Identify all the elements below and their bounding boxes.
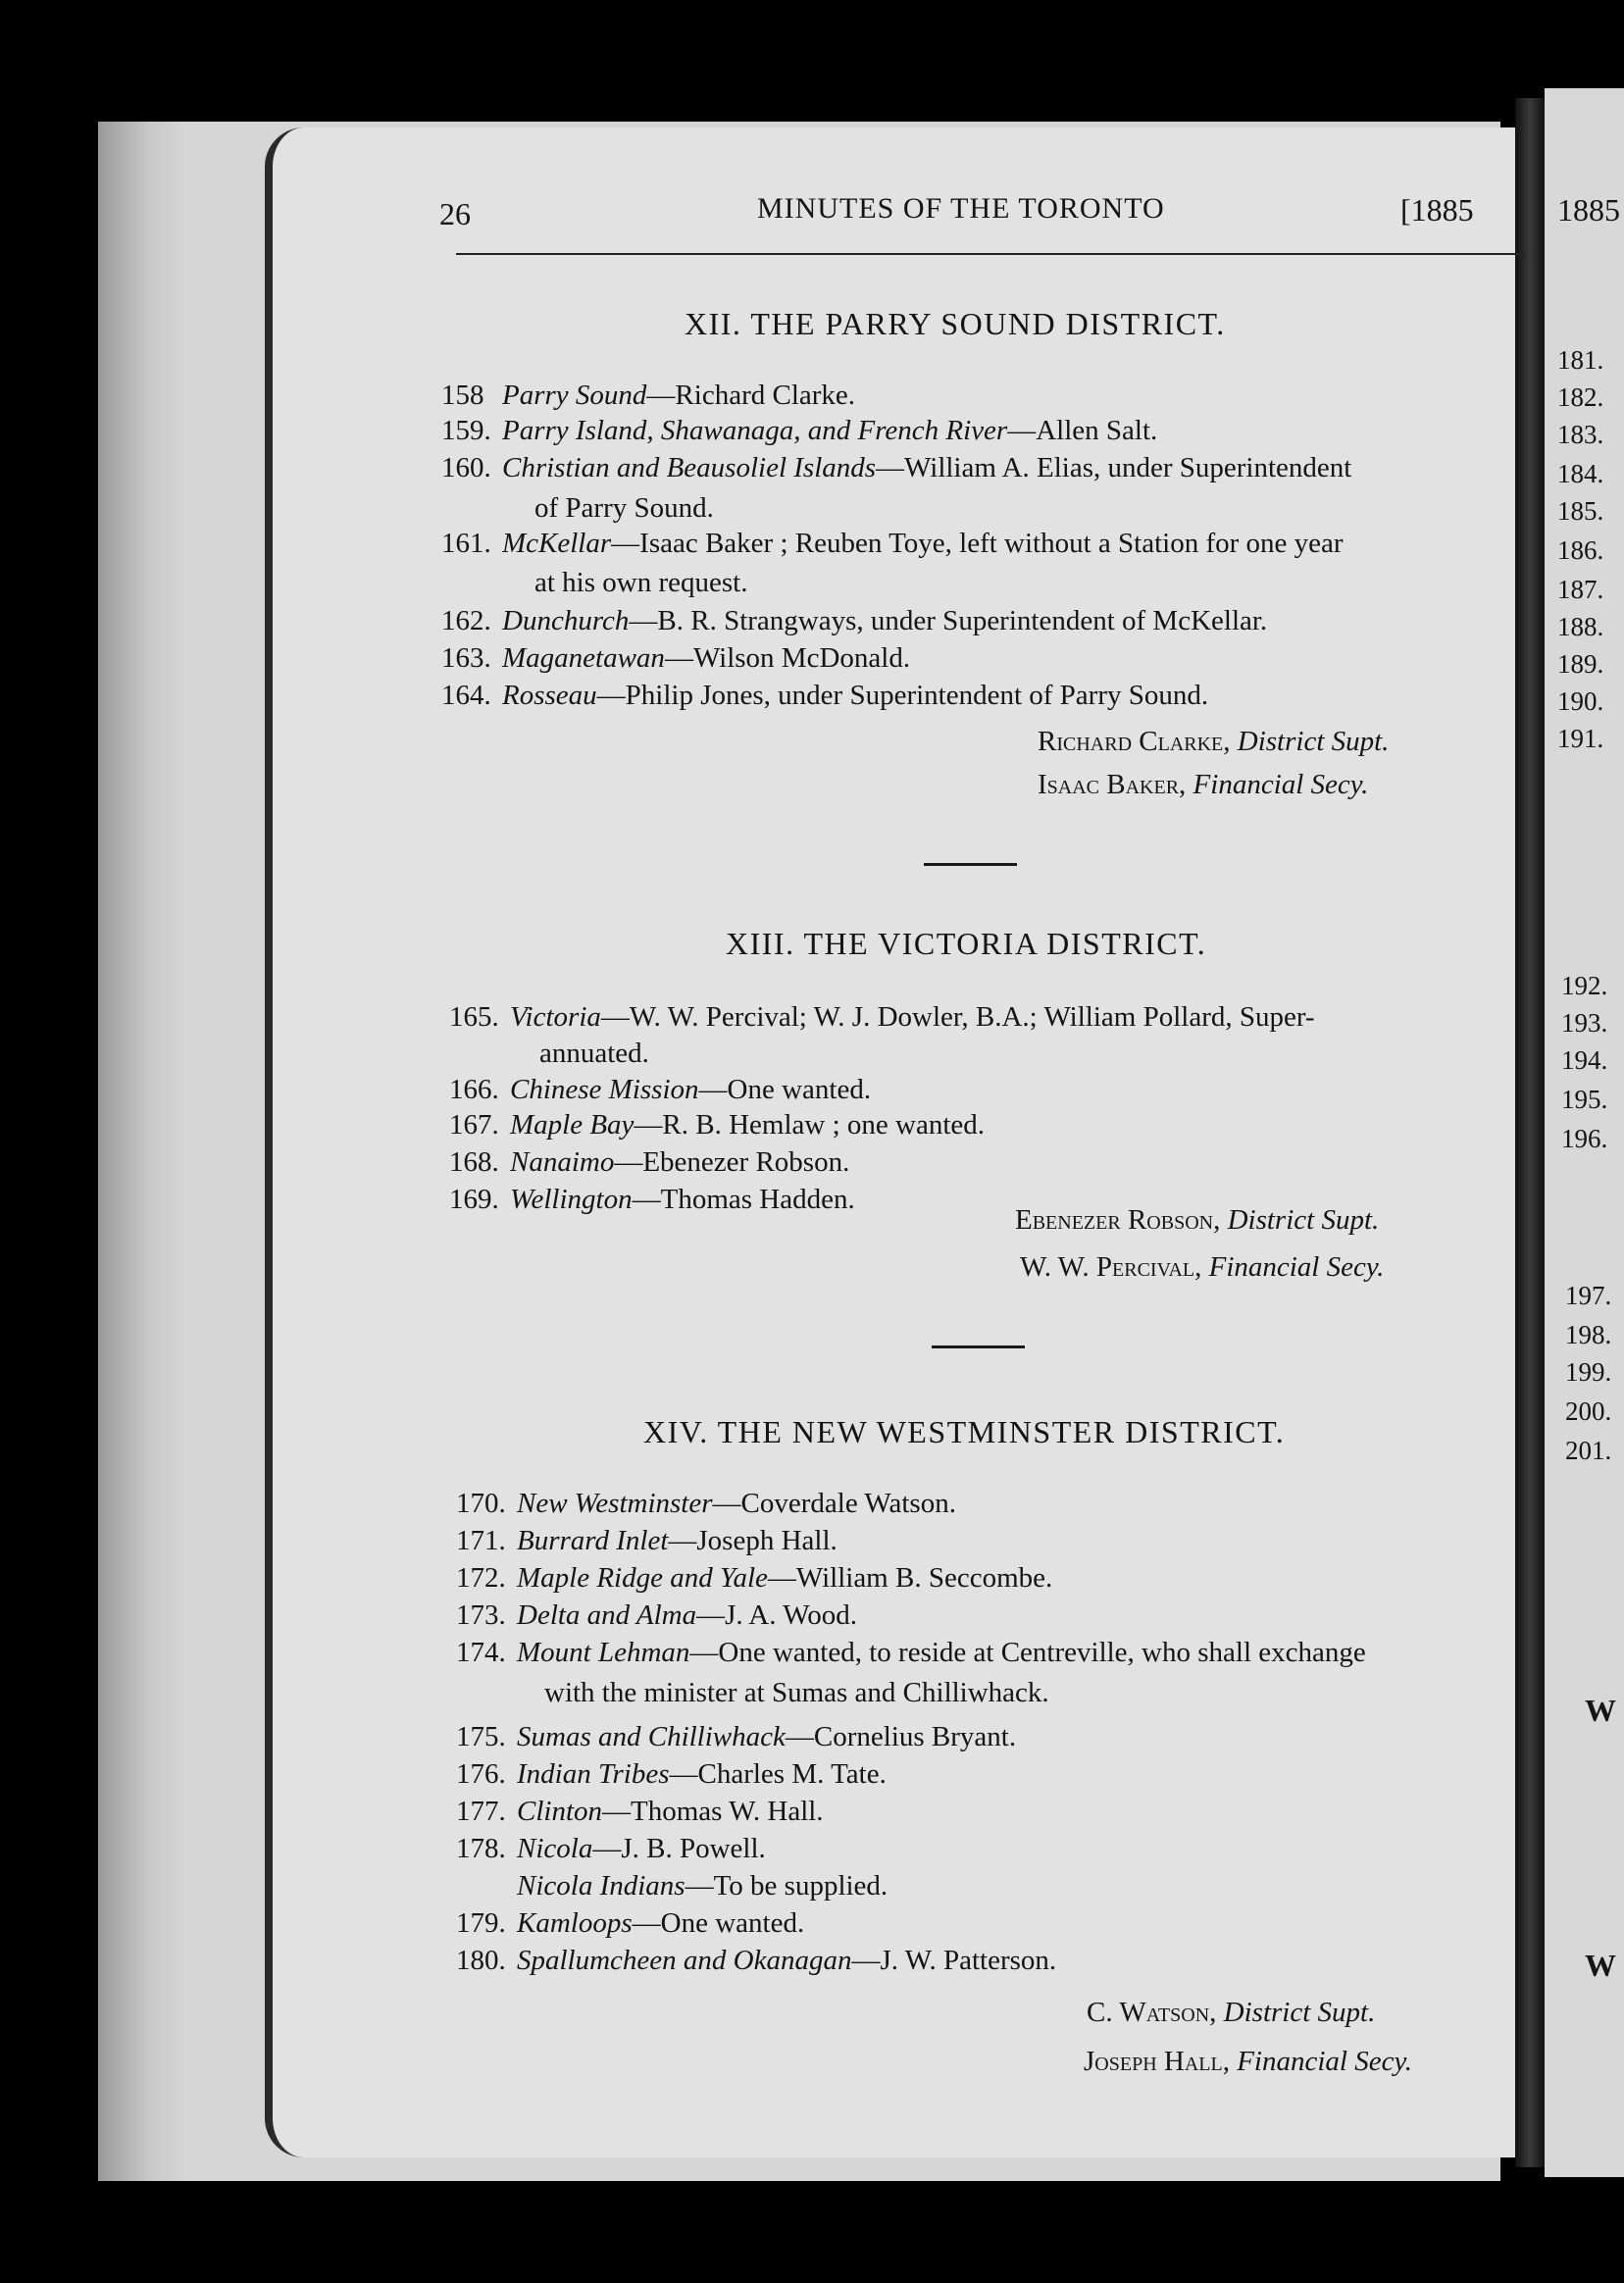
entry-number: 173. (456, 1599, 506, 1631)
entry-number: 169. (449, 1184, 499, 1215)
entry-place: Kamloops (517, 1907, 633, 1939)
section-divider (924, 863, 1017, 866)
entry-place: Maple Ridge and Yale (517, 1562, 768, 1594)
entry-text: —Thomas W. Hall. (602, 1796, 824, 1827)
signature-title: District Supt. (1227, 1204, 1380, 1236)
district-title: XIII. THE VICTORIA DISTRICT. (726, 926, 1207, 961)
list-item (449, 1071, 871, 1108)
list-item (456, 1755, 887, 1793)
entry-place: Indian Tribes (517, 1758, 670, 1790)
entry-text: —One wanted, to reside at Centreville, who shall exchange (689, 1637, 1366, 1668)
entry-text: —Coverdale Watson. (712, 1488, 956, 1519)
entry-number: 177. (456, 1796, 506, 1827)
signature-title: District Supt. (1237, 726, 1390, 757)
entry-text: —B. R. Strangways, under Superintendent of McKellar. (629, 605, 1268, 636)
entry-number: 159. (441, 415, 491, 446)
page-edge-shadow (98, 122, 186, 2181)
signature-title: Financial Secy. (1237, 2046, 1412, 2077)
next-page-number: 191. (1557, 724, 1604, 753)
entry-number: 158 (441, 380, 484, 411)
next-page-number: 189. (1557, 649, 1604, 679)
entry-place: New Westminster (517, 1488, 713, 1519)
next-page-letter: W (1585, 1948, 1616, 1983)
list-item (441, 677, 1208, 714)
list-item (456, 1904, 804, 1942)
signature-name: W. W. Percival, (1020, 1251, 1202, 1283)
signature-name: Joseph Hall, (1084, 2046, 1230, 2077)
entry-text: —Ebenezer Robson. (614, 1146, 850, 1178)
signature-title: Financial Secy. (1208, 1251, 1385, 1283)
entry-place: Delta and Alma (517, 1599, 697, 1631)
signature-name: Richard Clarke, (1038, 726, 1231, 757)
entry-number: 174. (456, 1637, 506, 1668)
entry-continuation: at his own request. (534, 567, 748, 598)
header-year: [1885 (1400, 192, 1474, 228)
entry-number: 175. (456, 1721, 506, 1752)
entry-text: —R. B. Hemlaw ; one wanted. (634, 1109, 986, 1141)
list-item (449, 1106, 985, 1143)
signature-name: Ebenezer Robson, (1015, 1204, 1221, 1236)
entry-place: Chinese Mission (510, 1074, 699, 1105)
entry-place: Parry Sound (502, 380, 647, 411)
entry-place: Maple Bay (510, 1109, 634, 1141)
entry-text: —One wanted. (632, 1907, 805, 1939)
next-page-number: 199. (1565, 1357, 1612, 1387)
signature-line (1038, 769, 1368, 801)
next-page-number: 186. (1557, 535, 1604, 565)
entry-text: —Charles M. Tate. (669, 1758, 887, 1790)
entry-text: —Philip Jones, under Superintendent of Parry Sound. (596, 680, 1209, 711)
entry-text: —Wilson McDonald. (664, 642, 911, 674)
section-divider (932, 1345, 1025, 1348)
entry-text: —J. W. Patterson. (851, 1945, 1057, 1976)
list-item (456, 1793, 824, 1830)
next-page-number: 197. (1565, 1281, 1612, 1310)
list-item (456, 1718, 1016, 1755)
next-page-number: 195. (1561, 1085, 1608, 1114)
entry-place: Wellington (510, 1184, 633, 1215)
list-item (456, 1867, 888, 1904)
next-page-number: 188. (1557, 612, 1604, 641)
signature-line (1038, 726, 1389, 758)
entry-text: —Joseph Hall. (668, 1525, 837, 1556)
entry-number: 162. (441, 605, 491, 636)
list-item (456, 1634, 1366, 1671)
entry-place: Burrard Inlet (517, 1525, 669, 1556)
list-item (441, 525, 1344, 562)
entry-text: —J. A. Wood. (696, 1599, 858, 1631)
signature-line (1015, 1204, 1379, 1237)
district-title: XIV. THE NEW WESTMINSTER DISTRICT. (643, 1414, 1286, 1449)
entry-text: —To be supplied. (685, 1870, 888, 1902)
next-page-number: 187. (1557, 575, 1604, 604)
list-item (456, 1942, 1056, 1979)
entry-place: Christian and Beausoliel Islands (502, 452, 877, 483)
list-item (456, 1597, 857, 1634)
book-spine (1515, 98, 1545, 2167)
entry-text: —Allen Salt. (1007, 415, 1158, 446)
entry-text: —J. B. Powell. (592, 1833, 766, 1864)
next-page-number: 190. (1557, 686, 1604, 716)
entry-place: Rosseau (502, 680, 597, 711)
next-page-number: 198. (1565, 1320, 1612, 1349)
entry-number: 172. (456, 1562, 506, 1594)
signature-title: Financial Secy. (1193, 769, 1369, 800)
entry-place: Victoria (510, 1001, 601, 1033)
list-item (456, 1485, 956, 1522)
next-page-number: 192. (1561, 971, 1608, 1000)
signature-line (1084, 2046, 1412, 2078)
page-number: 26 (439, 196, 471, 231)
list-item (441, 449, 1351, 486)
entry-number: 166. (449, 1074, 499, 1105)
next-page-number: 181. (1557, 345, 1604, 375)
entry-continuation: annuated. (539, 1038, 649, 1069)
entry-continuation: of Parry Sound. (534, 492, 714, 524)
entry-text: —William A. Elias, under Superintendent (876, 452, 1352, 483)
entry-place: Nicola Indians (517, 1870, 685, 1902)
entry-number: 163. (441, 642, 491, 674)
entry-text: —One wanted. (698, 1074, 872, 1105)
entry-number: 167. (449, 1109, 499, 1141)
signature-name: Isaac Baker, (1038, 769, 1187, 800)
list-item (456, 1559, 1052, 1597)
next-page-number: 183. (1557, 420, 1604, 449)
entry-place: McKellar (502, 528, 612, 559)
list-item (456, 1830, 766, 1867)
header-rule (456, 253, 1525, 255)
signature-line (1020, 1251, 1384, 1284)
next-page-number: 184. (1557, 459, 1604, 488)
entry-text: —Cornelius Bryant. (785, 1721, 1017, 1752)
entry-place: Nicola (517, 1833, 593, 1864)
entry-number: 168. (449, 1146, 499, 1178)
entry-place: Nanaimo (510, 1146, 615, 1178)
entry-text: —Isaac Baker ; Reuben Toye, left without a Station for one year (611, 528, 1344, 559)
entry-place: Clinton (517, 1796, 603, 1827)
list-item (449, 998, 1315, 1036)
entry-number: 160. (441, 452, 491, 483)
running-title: MINUTES OF THE TORONTO (757, 192, 1165, 225)
entry-number: 180. (456, 1945, 506, 1976)
entry-place: Spallumcheen and Okanagan (517, 1945, 852, 1976)
list-item (441, 377, 855, 414)
list-item (449, 1181, 855, 1218)
entry-place: Mount Lehman (517, 1637, 690, 1668)
entry-number: 165. (449, 1001, 499, 1033)
entry-number: 161. (441, 528, 491, 559)
entry-number: 164. (441, 680, 491, 711)
next-page-number: 200. (1565, 1396, 1612, 1426)
next-page-number: 196. (1561, 1124, 1608, 1153)
next-page-year: 1885 (1557, 192, 1620, 228)
entry-place: Sumas and Chilliwhack (517, 1721, 786, 1752)
list-item (441, 602, 1267, 639)
signature-title: District Supt. (1223, 1997, 1376, 2028)
entry-number: 171. (456, 1525, 506, 1556)
list-item (449, 1143, 849, 1181)
next-page-number: 182. (1557, 382, 1604, 412)
entry-text: —William B. Seccombe. (767, 1562, 1053, 1594)
signature-line (1087, 1997, 1375, 2029)
entry-place: Parry Island, Shawanaga, and French River (502, 415, 1008, 446)
entry-text: —Richard Clarke. (646, 380, 856, 411)
district-title: XII. THE PARRY SOUND DISTRICT. (685, 306, 1226, 341)
entry-number: 170. (456, 1488, 506, 1519)
entry-number: 176. (456, 1758, 506, 1790)
entry-continuation: with the minister at Sumas and Chilliwhack. (544, 1677, 1049, 1708)
entry-text: —W. W. Percival; W. J. Dowler, B.A.; William Pollard, Super- (600, 1001, 1315, 1033)
entry-place: Maganetawan (502, 642, 665, 674)
list-item (441, 412, 1157, 449)
entry-number: 178. (456, 1833, 506, 1864)
next-page-number: 185. (1557, 496, 1604, 526)
entry-text: —Thomas Hadden. (632, 1184, 855, 1215)
entry-number: 179. (456, 1907, 506, 1939)
next-page-number: 201. (1565, 1436, 1612, 1465)
next-page-letter: W (1585, 1693, 1616, 1728)
list-item (441, 639, 910, 677)
list-item (456, 1522, 837, 1559)
next-page-number: 193. (1561, 1008, 1608, 1038)
entry-place: Dunchurch (502, 605, 630, 636)
signature-name: C. Watson, (1087, 1997, 1217, 2028)
next-page-number: 194. (1561, 1045, 1608, 1075)
